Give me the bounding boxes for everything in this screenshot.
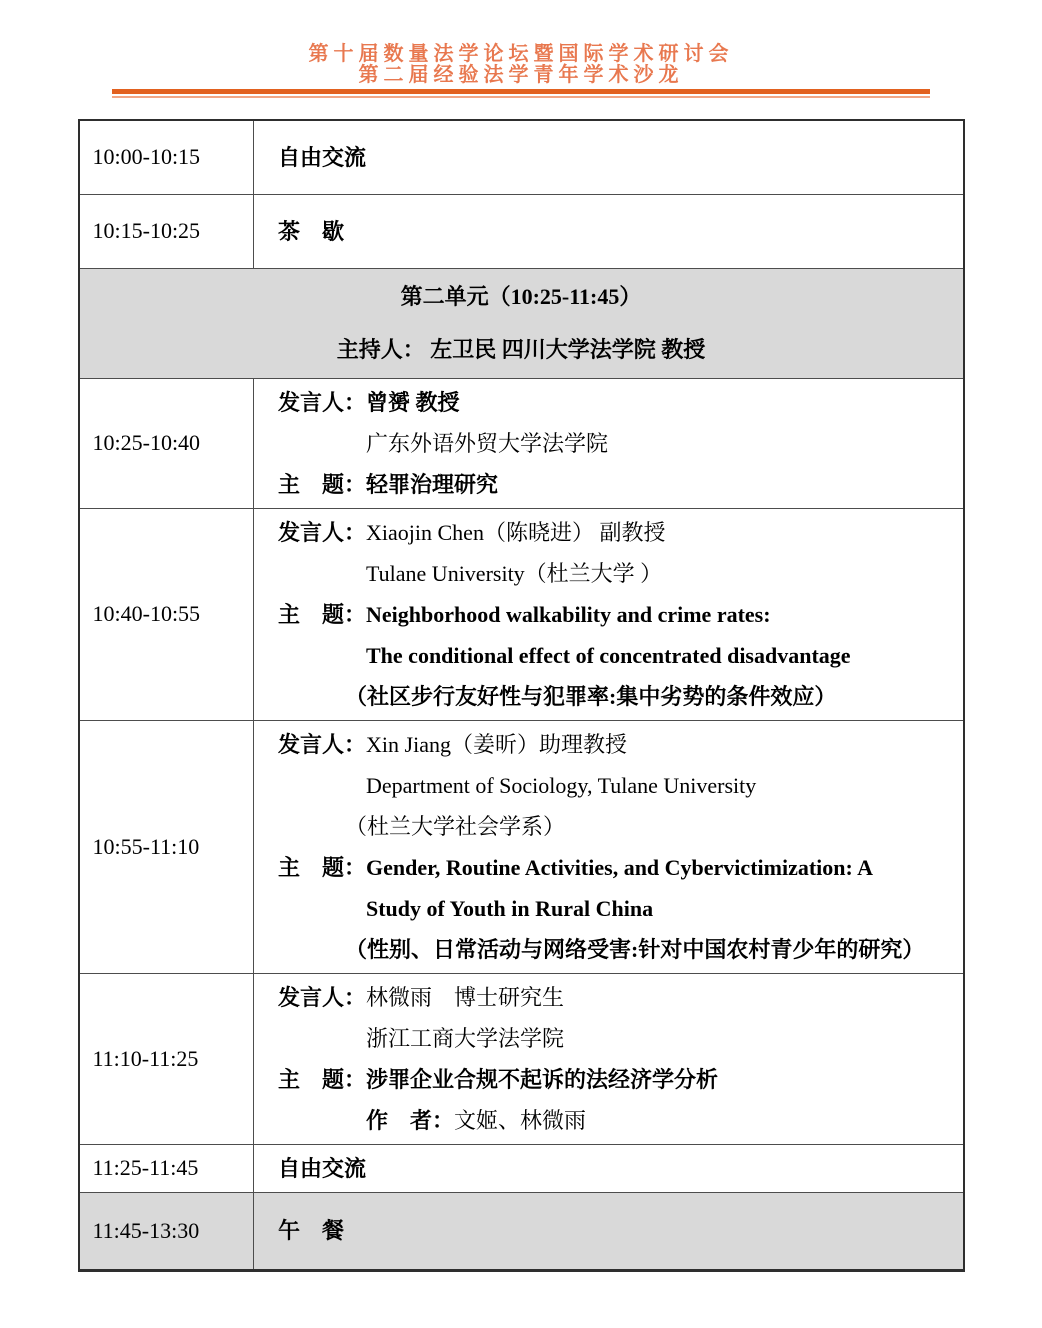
field-label: 主 题： bbox=[278, 1066, 367, 1092]
field-label: 主 题： bbox=[278, 601, 367, 627]
text-segment: Study of Youth in Rural China bbox=[366, 895, 654, 921]
field-label: 发言人： bbox=[278, 731, 367, 757]
content-line bbox=[278, 553, 953, 594]
schedule-row bbox=[79, 508, 964, 720]
content-line bbox=[278, 765, 953, 806]
session-content-cell bbox=[254, 720, 964, 973]
schedule-row bbox=[79, 973, 964, 1144]
schedule-row bbox=[79, 1144, 964, 1192]
content-line bbox=[81, 323, 962, 376]
conference-title-line2: 第二届经验法学青年学术沙龙 bbox=[358, 64, 684, 86]
content-line bbox=[278, 594, 953, 635]
content-line bbox=[278, 676, 953, 717]
time-slot: 10:40-10:55 bbox=[79, 508, 254, 720]
text-segment: Department of Sociology, Tulane University bbox=[366, 772, 757, 798]
section-header-row bbox=[79, 268, 964, 378]
text-segment: Xiaojin Chen（陈晓进） 副教授 bbox=[366, 519, 666, 545]
content-line bbox=[278, 464, 953, 505]
text-segment: （杜兰大学社会学系） bbox=[345, 813, 566, 839]
content-line bbox=[278, 635, 953, 676]
session-content-cell bbox=[254, 194, 964, 268]
text-segment: 涉罪企业合规不起诉的法经济学分析 bbox=[366, 1066, 719, 1092]
text-segment: 自由交流 bbox=[278, 1155, 367, 1181]
time-slot: 10:15-10:25 bbox=[79, 194, 254, 268]
section-header-cell bbox=[79, 268, 964, 378]
content-line bbox=[278, 137, 953, 178]
session-content-cell bbox=[254, 973, 964, 1144]
text-segment: The conditional effect of concentrated disadvantage bbox=[366, 642, 851, 668]
schedule-row bbox=[79, 1192, 964, 1270]
text-segment: Xin Jiang（姜昕）助理教授 bbox=[366, 731, 627, 757]
content-line bbox=[278, 1100, 953, 1141]
text-segment: 广东外语外贸大学法学院 bbox=[366, 430, 609, 456]
content-line bbox=[278, 724, 953, 765]
content-line bbox=[278, 1148, 953, 1189]
session-content-cell bbox=[254, 378, 964, 508]
text-segment: 第二单元（10:25-11:45） bbox=[400, 284, 642, 309]
divider-thin-line bbox=[112, 96, 930, 98]
field-label: 发言人： bbox=[278, 984, 367, 1010]
time-slot: 11:25-11:45 bbox=[79, 1144, 254, 1192]
field-label: 发言人： bbox=[278, 519, 367, 545]
content-line bbox=[81, 270, 962, 323]
content-line bbox=[278, 1059, 953, 1100]
content-line bbox=[278, 1018, 953, 1059]
schedule-row bbox=[79, 120, 964, 194]
text-segment: 主持人： 左卫民 四川大学法学院 教授 bbox=[336, 337, 706, 362]
time-slot: 11:45-13:30 bbox=[79, 1192, 254, 1270]
text-segment: 轻罪治理研究 bbox=[366, 471, 499, 497]
text-segment: 自由交流 bbox=[278, 144, 367, 170]
text-segment: Gender, Routine Activities, and Cybervictimization: A bbox=[366, 854, 874, 880]
field-label: 发言人： bbox=[278, 389, 367, 415]
text-segment: 茶 歇 bbox=[278, 218, 345, 244]
conference-title-line1: 第十届数量法学论坛暨国际学术研讨会 bbox=[308, 43, 734, 65]
text-segment: Tulane University（杜兰大学 ） bbox=[366, 560, 663, 586]
text-segment: 林微雨 博士研究生 bbox=[366, 984, 565, 1010]
text-segment: Neighborhood walkability and crime rates: bbox=[366, 601, 771, 627]
text-segment: 作 者： bbox=[366, 1107, 455, 1133]
schedule-row bbox=[79, 720, 964, 973]
text-segment: 曾赟 教授 bbox=[366, 389, 460, 415]
session-content-cell bbox=[254, 1192, 964, 1270]
content-line bbox=[278, 977, 953, 1018]
text-segment: （社区步行友好性与犯罪率:集中劣势的条件效应） bbox=[345, 683, 837, 709]
session-content-cell bbox=[254, 1144, 964, 1192]
time-slot: 10:00-10:15 bbox=[79, 120, 254, 194]
schedule-row bbox=[79, 194, 964, 268]
text-segment: 浙江工商大学法学院 bbox=[366, 1025, 565, 1051]
time-slot: 10:25-10:40 bbox=[79, 378, 254, 508]
content-line bbox=[278, 211, 953, 252]
content-line bbox=[278, 806, 953, 847]
content-line bbox=[278, 1210, 953, 1251]
content-line bbox=[278, 847, 953, 888]
field-label: 主 题： bbox=[278, 854, 367, 880]
schedule-table-body bbox=[79, 120, 964, 1270]
header-divider bbox=[112, 89, 930, 98]
session-content-cell bbox=[254, 508, 964, 720]
schedule-row bbox=[79, 378, 964, 508]
content-line bbox=[278, 423, 953, 464]
content-line bbox=[278, 512, 953, 553]
text-segment: 午 餐 bbox=[278, 1218, 345, 1243]
document-header bbox=[0, 0, 1042, 98]
time-slot: 10:55-11:10 bbox=[79, 720, 254, 973]
text-segment: 文姬、林微雨 bbox=[454, 1107, 587, 1133]
content-line bbox=[278, 929, 953, 970]
text-segment: （性别、日常活动与网络受害:针对中国农村青少年的研究） bbox=[345, 936, 925, 962]
field-label: 主 题： bbox=[278, 471, 367, 497]
schedule-table bbox=[78, 119, 965, 1272]
content-line bbox=[278, 888, 953, 929]
session-content-cell bbox=[254, 120, 964, 194]
content-line bbox=[278, 382, 953, 423]
divider-thick-line bbox=[112, 89, 930, 94]
time-slot: 11:10-11:25 bbox=[79, 973, 254, 1144]
